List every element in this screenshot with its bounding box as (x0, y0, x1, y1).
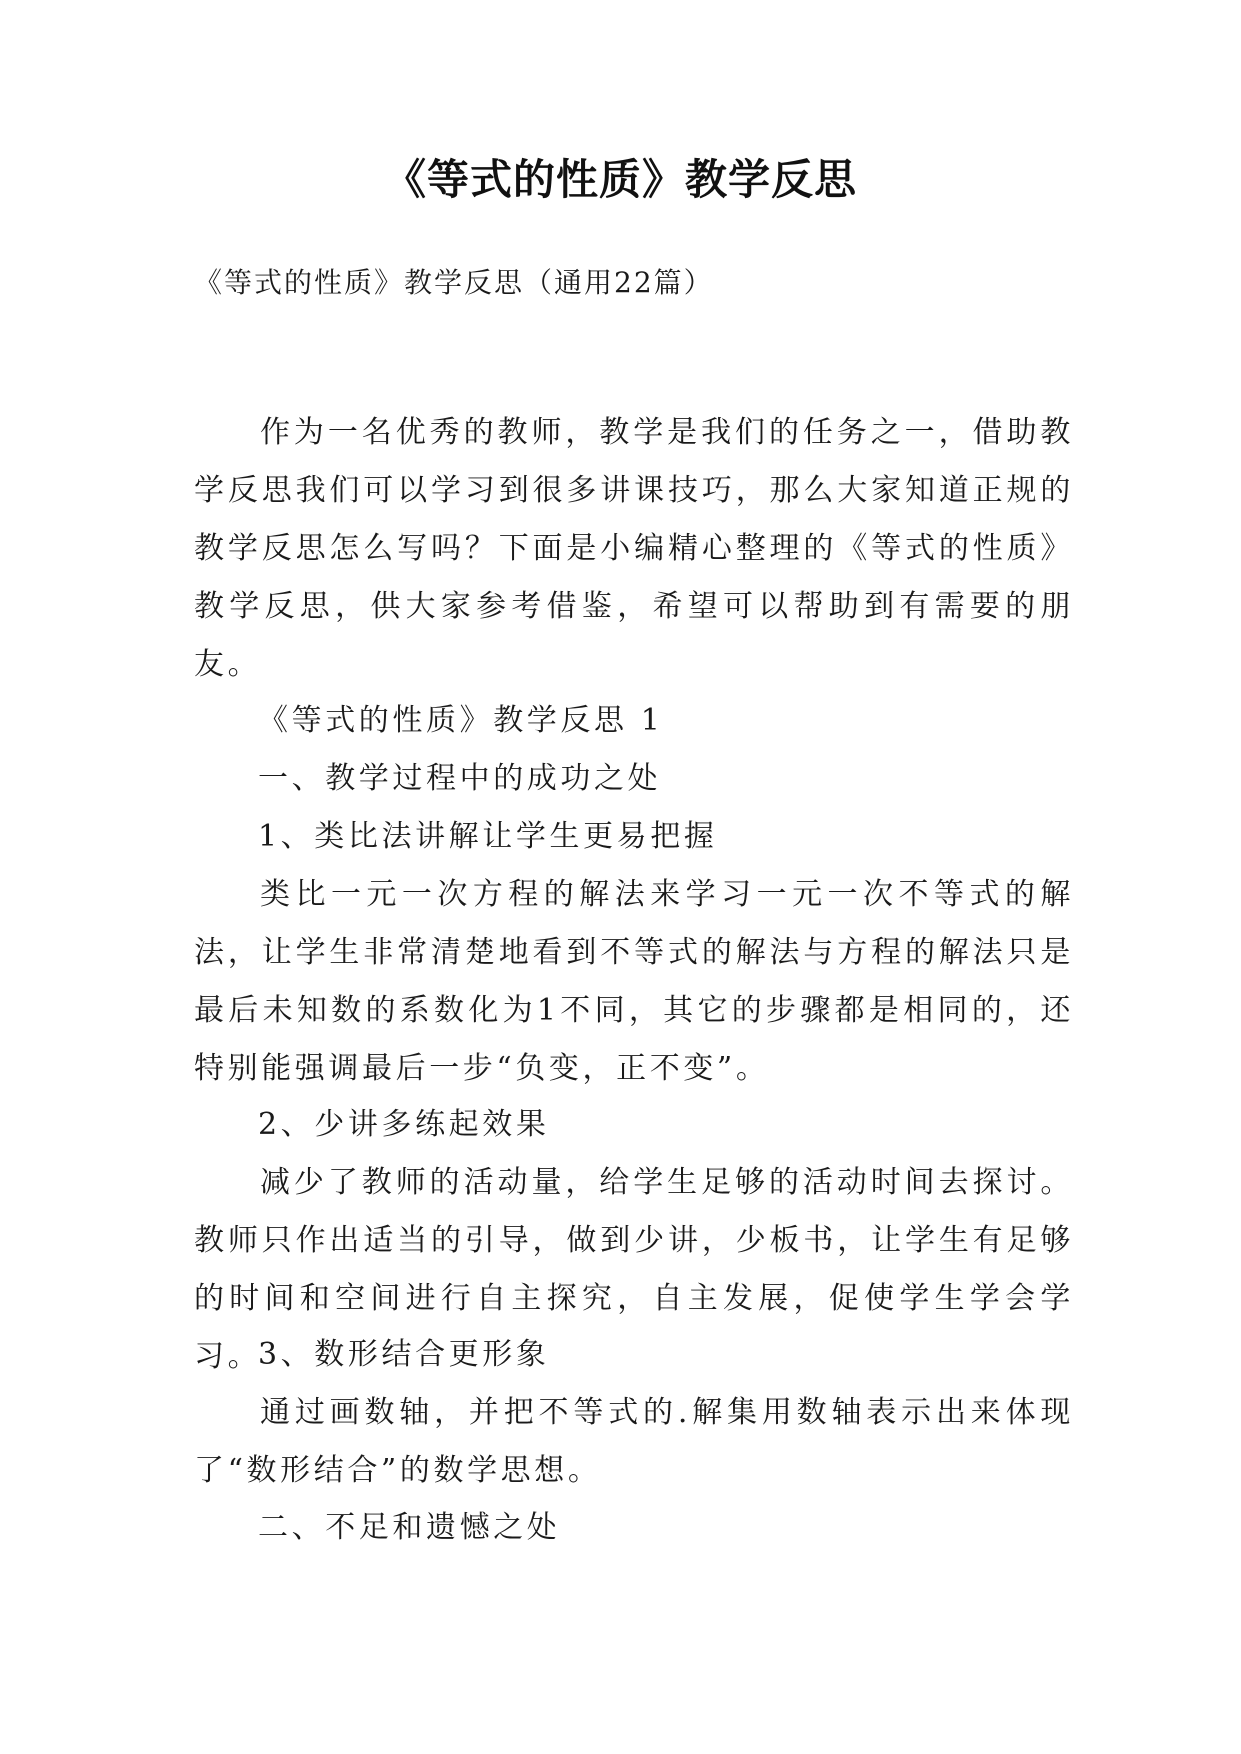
point-1-heading: 1、类比法讲解让学生更易把握 (258, 819, 718, 854)
point-3-paragraph: 通过画数轴，并把不等式的.解集用数轴表示出来体现了“数形结合”的数学思想。 (194, 1395, 1074, 1488)
document-subtitle: 《等式的性质》教学反思（通用22篇） (194, 266, 714, 299)
point-1-paragraph: 类比一元一次方程的解法来学习一元一次不等式的解法，让学生非常清楚地看到不等式的解法与方程的解法只是最后未知数的系数化为1不同，其它的步骤都是相同的，还特别能强调最后一步“负变，正不变”。 (194, 877, 1074, 1086)
point-2-paragraph: 减少了教师的活动量，给学生足够的活动时间去探讨。教师只作出适当的引导，做到少讲，少板书，让学生有足够的时间和空间进行自主探究，自主发展，促使学生学会学习。 (194, 1165, 1074, 1374)
part-two-heading: 二、不足和遗憾之处 (258, 1510, 561, 1545)
intro-paragraph: 作为一名优秀的教师，教学是我们的任务之一，借助教学反思我们可以学习到很多讲课技巧，那么大家知道正规的教学反思怎么写吗？下面是小编精心整理的《等式的性质》教学反思，供大家参考借鉴，希望可以帮助到有需要的朋友。 (194, 415, 1074, 682)
point-2-heading: 2、少讲多练起效果 (258, 1107, 550, 1142)
page-title: 《等式的性质》教学反思 (383, 155, 857, 204)
part-one-heading: 一、教学过程中的成功之处 (258, 761, 662, 796)
section-title: 《等式的性质》教学反思 1 (258, 703, 664, 738)
point-3-heading: 3、数形结合更形象 (258, 1337, 550, 1372)
